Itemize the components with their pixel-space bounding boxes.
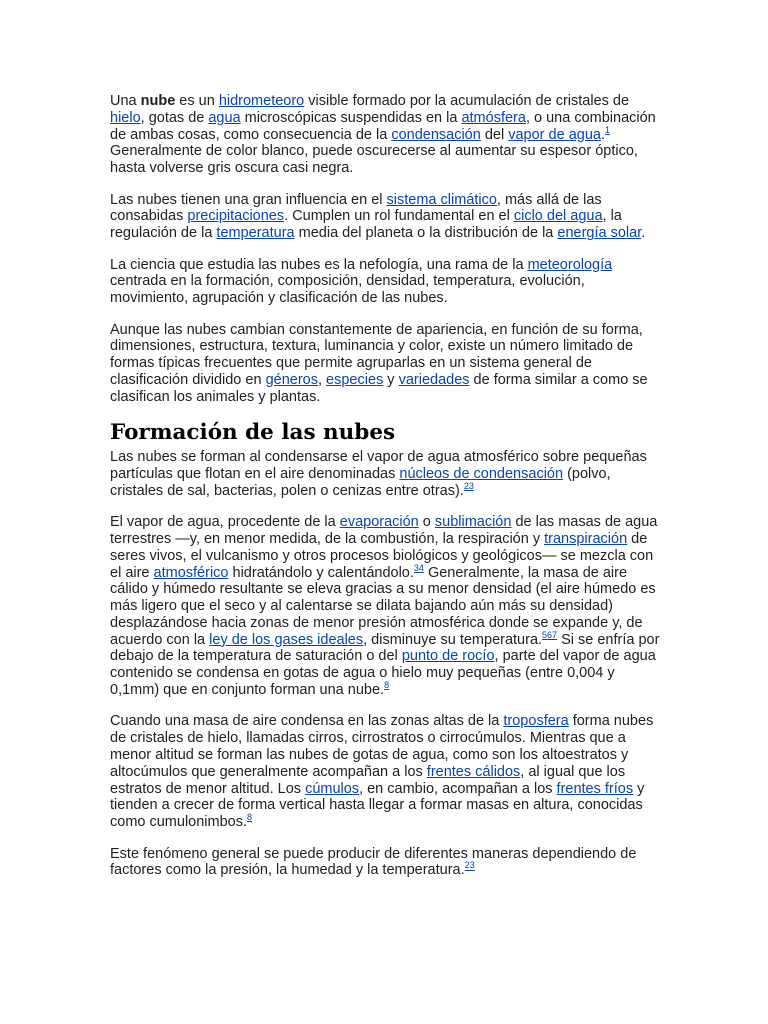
text: , o una combinación de ambas cosas, como consecuencia de la	[110, 109, 656, 143]
text: , disminuye su temperatura.	[363, 631, 543, 648]
text: Si se enfría por debajo de la temperatura de saturación o del	[110, 631, 660, 665]
text: , parte del vapor de agua contenido se condensa en gotas de agua o hielo muy pequeñas (entre 0,004 y 0,1mm) que en conjunto forman una nube.	[110, 648, 656, 699]
link-especies[interactable]: especies	[326, 371, 384, 388]
text: es un	[175, 93, 219, 109]
footnote-ref	[464, 481, 474, 491]
link-condensacion[interactable]: condensación	[391, 126, 481, 143]
text: El vapor de agua, procedente de la	[110, 514, 340, 531]
link-punto-de-rocio[interactable]: punto de rocío	[401, 648, 495, 665]
text: o	[418, 514, 435, 531]
text: , la regulación de la	[110, 208, 622, 242]
text: Las nubes se forman al condensarse el vapor de agua atmosférico sobre pequeñas partículas que flotan en el aire denominadas	[110, 449, 647, 482]
link-frentes-frios[interactable]: frentes fríos	[556, 780, 634, 797]
text: , al igual que los estratos de menor altitud. Los	[110, 763, 626, 797]
text: y tienden a crecer de forma vertical hasta llegar a formar masas en altura, conocidas como cumulonimbos.	[110, 780, 645, 831]
text: hidratándolo y calentándolo.	[228, 564, 414, 581]
text: Una	[110, 93, 141, 109]
article-body	[110, 93, 662, 894]
footnote-ref	[247, 812, 252, 822]
footnote-link[interactable]: 567	[542, 629, 558, 640]
text: La ciencia que estudia las nubes es la nefología, una rama de la	[110, 256, 528, 273]
text: . Cumplen un rol fundamental en el	[284, 208, 514, 225]
link-sistema-climatico[interactable]: sistema climático	[386, 191, 497, 208]
footnote-ref	[605, 125, 610, 135]
link-atmosfera[interactable]: atmósfera	[461, 109, 526, 126]
text: , gotas de	[140, 109, 209, 126]
text: visible formado por la acumulación de cristales de	[304, 93, 630, 109]
link-evaporacion[interactable]: evaporación	[339, 514, 419, 531]
formation-paragraph	[110, 449, 662, 499]
link-hielo[interactable]: hielo	[110, 109, 141, 126]
intro-paragraph	[110, 93, 662, 177]
link-atmosferico[interactable]: atmosférico	[153, 564, 229, 581]
text: de forma similar a como se clasifican los animales y plantas.	[110, 371, 648, 405]
link-energia-solar[interactable]: energía solar	[557, 225, 642, 242]
text: Generalmente de color blanco, puede oscurecerse al aumentar su espesor óptico, hasta volverse gris oscura casi negra.	[110, 143, 638, 177]
link-transpiracion[interactable]: transpiración	[544, 530, 628, 547]
text: media del planeta o la distribución de la	[294, 225, 558, 242]
text: Generalmente, la masa de aire cálido y húmedo resultante se eleva gracias a su menor densidad (el aire húmedo es más ligero que el seco y al calentarse se dilata bajando aún más su densidad) desplazándose hacia zonas de menor presión atmosférica donde se expande y, de acuerdo con la	[110, 564, 656, 648]
link-ciclo-del-agua[interactable]: ciclo del agua	[513, 208, 603, 225]
link-precipitaciones[interactable]: precipitaciones	[187, 208, 285, 225]
footnote-ref	[465, 861, 475, 871]
water-vapor-paragraph	[110, 514, 662, 699]
link-troposfera[interactable]: troposfera	[503, 713, 569, 730]
link-vapor-de-agua[interactable]: vapor de agua	[508, 126, 601, 143]
text: ,	[317, 371, 327, 388]
link-meteorologia[interactable]: meteorología	[527, 256, 613, 273]
text: microscópicas suspendidas en la	[240, 109, 462, 126]
classification-paragraph	[110, 322, 662, 406]
text: Cuando una masa de aire condensa en las zonas altas de la	[110, 713, 504, 730]
section-heading: Formación de las nubes	[110, 420, 396, 446]
link-sublimacion[interactable]: sublimación	[434, 514, 512, 531]
text: del	[480, 126, 509, 143]
footnote-link[interactable]: 23	[464, 860, 475, 871]
nephology-paragraph	[110, 257, 662, 307]
text: , más allá de las consabidas	[110, 191, 602, 225]
link-temperatura[interactable]: temperatura	[216, 225, 295, 242]
text: y	[383, 371, 399, 388]
text: de las masas de agua terrestres —y, en menor medida, de la combustión, la respiración y	[110, 514, 658, 547]
text: centrada en la formación, composición, densidad, temperatura, evolución, movimiento, agrupación y clasificación de las nubes.	[110, 273, 585, 307]
text: , en cambio, acompañan a los	[359, 780, 557, 797]
link-frentes-calidos[interactable]: frentes cálidos	[426, 763, 521, 780]
text: (polvo, cristales de sal, bacterias, polen o cenizas entre otras).	[110, 465, 611, 499]
text: Este fenómeno general se puede producir de diferentes maneras dependiendo de factores como la presión, la humedad y la temperatura.	[110, 845, 637, 879]
text: .	[600, 126, 605, 143]
footnote-ref	[542, 630, 557, 640]
link-cumulos[interactable]: cúmulos	[305, 780, 360, 797]
text: forma nubes de cristales de hielo, llamadas cirros, cirrostratos o cirrocúmulos. Mientras que a menor altitud se forman las nubes de gotas de agua, como son los altoestratos y altocúmulos que generalmente acompañan a los	[110, 713, 654, 780]
bold-term: nube	[140, 93, 176, 109]
link-nucleos-de-condensacion[interactable]: núcleos de condensación	[399, 465, 564, 482]
text: Las nubes tienen una gran influencia en el	[110, 191, 387, 208]
factors-paragraph	[110, 846, 662, 880]
footnote-ref	[384, 680, 389, 690]
footnote-link[interactable]: 8	[247, 812, 253, 823]
footnote-link[interactable]: 1	[604, 124, 610, 135]
footnote-ref	[414, 563, 424, 573]
climate-paragraph	[110, 192, 662, 242]
footnote-link[interactable]: 8	[384, 680, 390, 691]
footnote-link[interactable]: 34	[413, 562, 424, 573]
footnote-link[interactable]: 23	[463, 480, 474, 491]
text: Aunque las nubes cambian constantemente de apariencia, en función de su forma, dimensiones, estructura, textura, luminancia y color, existe un número limitado de formas típicas frecuentes que permite agruparlas en un sistema general de clasificación dividido en	[110, 321, 643, 388]
link-variedades[interactable]: variedades	[398, 371, 470, 388]
link-ley-de-los-gases-ideales[interactable]: ley de los gases ideales	[209, 631, 364, 648]
link-generos[interactable]: géneros	[265, 371, 318, 388]
link-hidrometeoro[interactable]: hidrometeoro	[218, 93, 305, 109]
text: .	[641, 225, 646, 242]
altitude-paragraph	[110, 713, 662, 831]
link-agua[interactable]: agua	[208, 109, 241, 126]
text: de seres vivos, el vulcanismo y otros procesos biológicos y geológicos— se mezcla con el aire	[110, 530, 654, 581]
